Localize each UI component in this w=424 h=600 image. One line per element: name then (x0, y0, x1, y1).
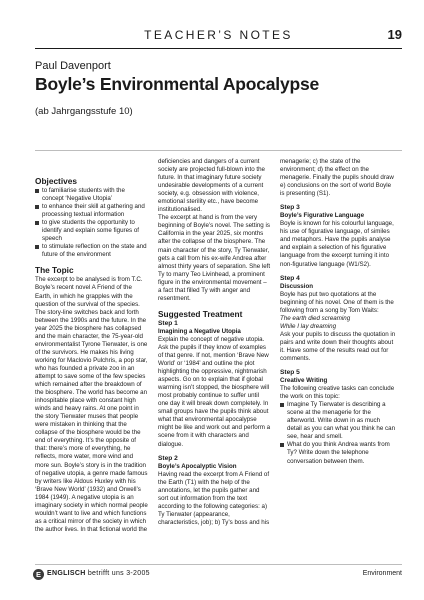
audience-note: (ab Jahrgangsstufe 10) (35, 106, 133, 117)
objective-item: to familiarise students with the concept ‘Negative Utopia’ (35, 187, 148, 203)
tasks-list (280, 401, 396, 465)
step-3-heading: Step 3 (280, 204, 300, 212)
step-4-text: Boyle has put two quotations at the beginning of his novel. One of them is the following from a song by Tom Waits: (280, 290, 394, 314)
magazine-issue: betrifft uns 3-2005 (87, 570, 150, 577)
title-separator (35, 150, 402, 151)
quote-line-1: The earth died screaming (280, 314, 351, 322)
step-3-subheading: Boyle’s Figurative Language (280, 212, 365, 220)
column-3 (280, 158, 396, 466)
objective-item: to give students the opportunity to identify and explain some figures of speech (35, 219, 148, 243)
step-1-text: Explain the concept of negative utopia. Ask the pupils if they know of examples of that genre. If not, mention ‘Brave New World’ or ‘1984’ and outline the plot highlighting the oppressive, nightmarish aspects. Go on to explain that if global warming isn’t stopped, the biosphere will most probably continue to suffer until one day it will break down completely. In small groups have the pupils think about what that environmental apocalypse might be like and work out and perform a scene from it with characters and dialogue. (158, 335, 271, 448)
paragraph: deficiencies and dangers of a current society are projected full-blown into the future. In that imaginary future society undesirable developments of a current society, e.g. obsession with violence, emotional sterility etc., have become institutionalised. (158, 158, 265, 214)
step-1-heading: Step 1 (158, 319, 178, 327)
step-2-text: Having read the excerpt from A Friend of the Earth (T1) with the help of the annotations, let the pupils gather and sort out information from the text according to the following categories: a) Ty Tierwater (appearance, characteristics, job); b) Ty’s boss and his (158, 470, 270, 526)
step-2-heading: Step 2 (158, 454, 178, 462)
article-title: Boyle’s Environmental Apocalypse (35, 74, 320, 94)
footer-publication (47, 570, 150, 577)
author-name: Paul Davenport (35, 60, 111, 72)
page-number: 19 (387, 27, 402, 42)
step-2-subheading: Boyle’s Apocalyptic Vision (158, 462, 237, 470)
step-4-text-2: Ask your pupils to discuss the quotation in pairs and write down their thoughts about it. Have some of the results read out for comments. (280, 330, 396, 362)
objective-item: to enhance their skill at gathering and processing textual information (35, 203, 148, 219)
footer-section: Environment (362, 570, 402, 577)
task-item: Imagine Ty Tierwater is describing a scene at the menagerie for the afterworld. Write down in as much detail as you can what you think he can see, hear and smell. (280, 401, 396, 441)
magazine-name: ENGLISCH (47, 570, 86, 577)
step-5-text: The following creative tasks can conclude the work on this topic: (280, 385, 395, 401)
magazine-logo-badge: E (33, 569, 44, 580)
header-title: TEACHER’S NOTES (144, 28, 293, 42)
quote-line-2: While I lay dreaming (280, 322, 337, 330)
objectives-heading: Objectives (35, 176, 77, 186)
topic-text: The excerpt to be analysed is from T.C. Boyle’s recent novel A Friend of the Earth, in which he grapples with the question of the survival of the species. The story-line switches back and forth between the 1990s and the future. In the year 2025 the biosphere has collapsed and the main character, the 75-year-old environmentalist Tyrone Tierwater, is one of the survivors. He makes his living working for Maclovio Pulchris, a pop star, who has founded a private zoo in an attempt to save some of the few species which remained after the breakdown of the biosphere. The world has become an inhospitable place with constant high winds and heavy rains. At one point in the story Tierwater muses that people were mistaken in thinking that the collapse of the biosphere would be the end of everything. It’s the opposite of that: there’s more of everything, he reflects, more water, more wind and more sun. Boyle’s story is in the tradition of negative utopia, a genre made famous by writers like Aldous Huxley with his ‘Brave New World’ (1932) and Orwell’s 1984 (1949). A negative utopia is an imaginary society in which normal people wouldn’t want to live and which functions as a critical mirror of the society in which the author lives. In that fictional world the (35, 276, 148, 533)
footer-rule (35, 564, 402, 565)
paragraph: menagerie; c) the state of the environment; d) the effect on the menagerie. Finally the pupils should draw e) conclusions on the sort of world Boyle is presenting (S1). (280, 158, 394, 198)
objectives-list (35, 187, 148, 259)
objective-item: to stimulate reflection on the state and future of the environment (35, 243, 148, 259)
step-1-subheading: Imagining a Negative Utopia (158, 327, 241, 335)
treatment-heading: Suggested Treatment (158, 308, 243, 319)
column-1 (35, 176, 148, 534)
step-5-subheading: Creative Writing (280, 377, 328, 385)
step-5-heading: Step 5 (280, 369, 300, 377)
page-header (35, 28, 402, 49)
task-item: What do you think Andrea wants from Ty? Write down the telephone conversation between them. (280, 441, 396, 465)
step-4-subheading: Discussion (280, 282, 314, 290)
paragraph: The excerpt at hand is from the very beginning of Boyle’s novel. The setting is California in the year 2025, six months after the collapse of the biosphere. The main character of the story, Ty Tierwater, gets a call from his ex-wife Andrea after almost thirty years of separation. She left Ty to marry Teo Livinhead, a prominent figure in the environmental movement – a fact that filled Ty with anger and resentment. (158, 214, 271, 302)
topic-heading: The Topic (35, 265, 74, 276)
step-3-text: Boyle is known for his colourful language, his use of figurative language, of similes and metaphors. Have the pupils analyse and explain a selection of his figurative language from the excerpt turning it into non-figurative language (W1/S2). (280, 220, 394, 268)
step-4-heading: Step 4 (280, 274, 300, 282)
column-2 (158, 158, 271, 527)
